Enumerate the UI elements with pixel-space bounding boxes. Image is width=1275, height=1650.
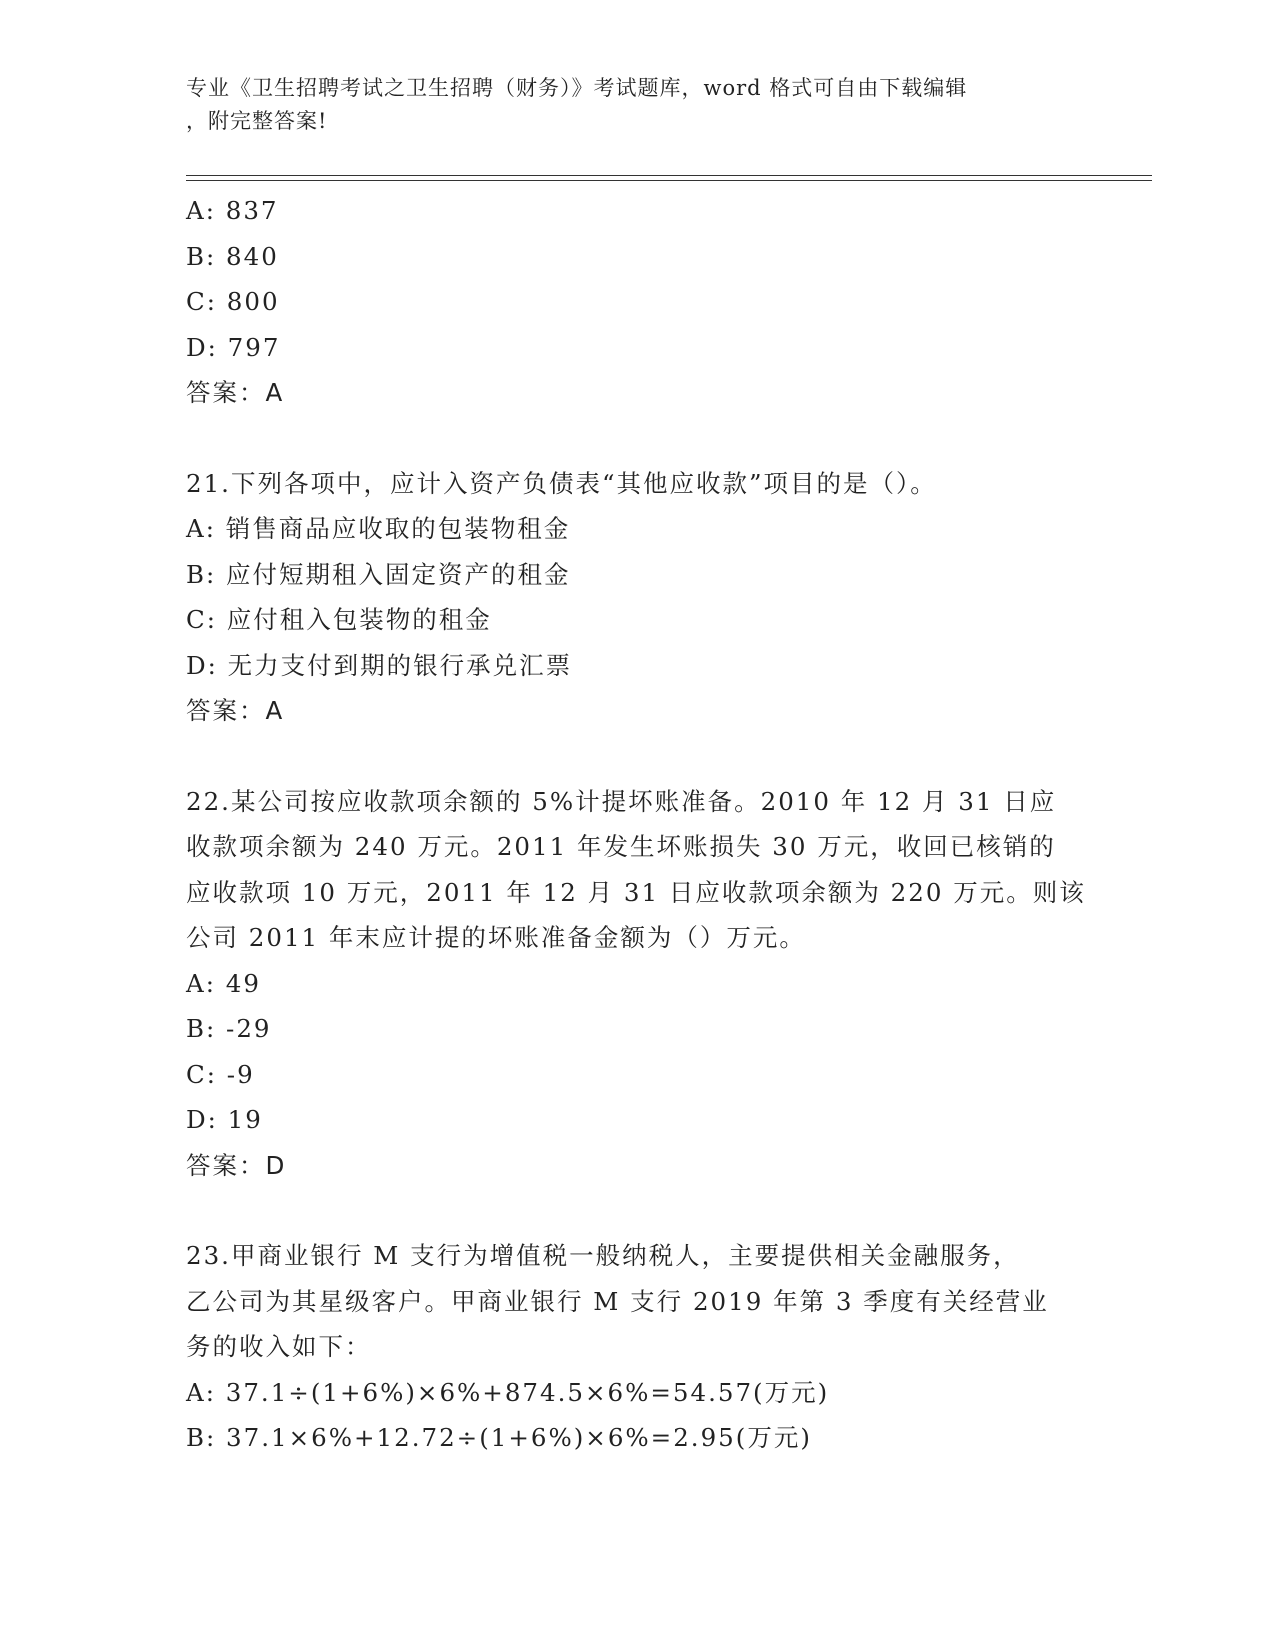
answer: 答案：D [186, 1150, 287, 1180]
answer: 答案：A [186, 378, 285, 407]
option-a: A: 销售商品应收取的包装物租金 [186, 514, 571, 543]
question-stem-line-2: 乙公司为其星级客户。甲商业银行 M 支行 2019 年第 3 季度有关经营业 [186, 1286, 1049, 1316]
question-stem-line-4: 公司 2011 年末应计提的坏账准备金额为（）万元。 [186, 923, 806, 952]
question-stem-line-3: 务的收入如下： [186, 1332, 372, 1361]
question-22 [186, 779, 1086, 1189]
option-b: B: 应付短期租入固定资产的租金 [186, 559, 571, 589]
question-stem: 21.下列各项中，应计入资产负债表“其他应收款”项目的是（）。 [186, 468, 937, 498]
header-line-2: ，附完整答案! [186, 109, 328, 133]
option-d: D: 无力支付到期的银行承兑汇票 [186, 650, 573, 680]
question-stem-line-3: 应收款项 10 万元，2011 年 12 月 31 日应收款项余额为 220 万元。则该 [186, 877, 1086, 907]
header-rule-top [186, 175, 1152, 176]
question-20 [186, 188, 1086, 416]
header-rule-bottom [186, 180, 1152, 181]
header-line-1: 专业《卫生招聘考试之卫生招聘（财务）》考试题库，word 格式可自由下载编辑 [186, 76, 968, 100]
option-b: B: 37.1×6%+12.72÷(1+6%)×6%=2.95(万元) [186, 1423, 812, 1452]
option-d: D: 797 [186, 332, 281, 362]
question-21 [186, 461, 1086, 734]
document-header [186, 72, 1066, 138]
document-body [186, 188, 1086, 1461]
question-stem-line-2: 收款项余额为 240 万元。2011 年发生坏账损失 30 万元，收回已核销的 [186, 832, 1056, 861]
option-c: C: 应付租入包装物的租金 [186, 605, 492, 634]
question-stem-line-1: 23.甲商业银行 M 支行为增值税一般纳税人，主要提供相关金融服务， [186, 1241, 1020, 1270]
option-a: A: 37.1÷(1+6%)×6%+874.5×6%=54.57(万元) [186, 1377, 830, 1407]
option-a: A: 837 [186, 196, 279, 225]
option-b: B: 840 [186, 241, 279, 271]
option-c: C: -9 [186, 1059, 255, 1089]
question-23 [186, 1233, 1086, 1461]
question-stem-line-1: 22.某公司按应收款项余额的 5%计提坏账准备。2010 年 12 月 31 日应 [186, 786, 1057, 816]
option-c: C: 800 [186, 287, 280, 316]
answer: 答案：A [186, 696, 285, 725]
option-b: B: -29 [186, 1014, 272, 1043]
option-a: A: 49 [186, 968, 261, 998]
option-d: D: 19 [186, 1105, 263, 1134]
